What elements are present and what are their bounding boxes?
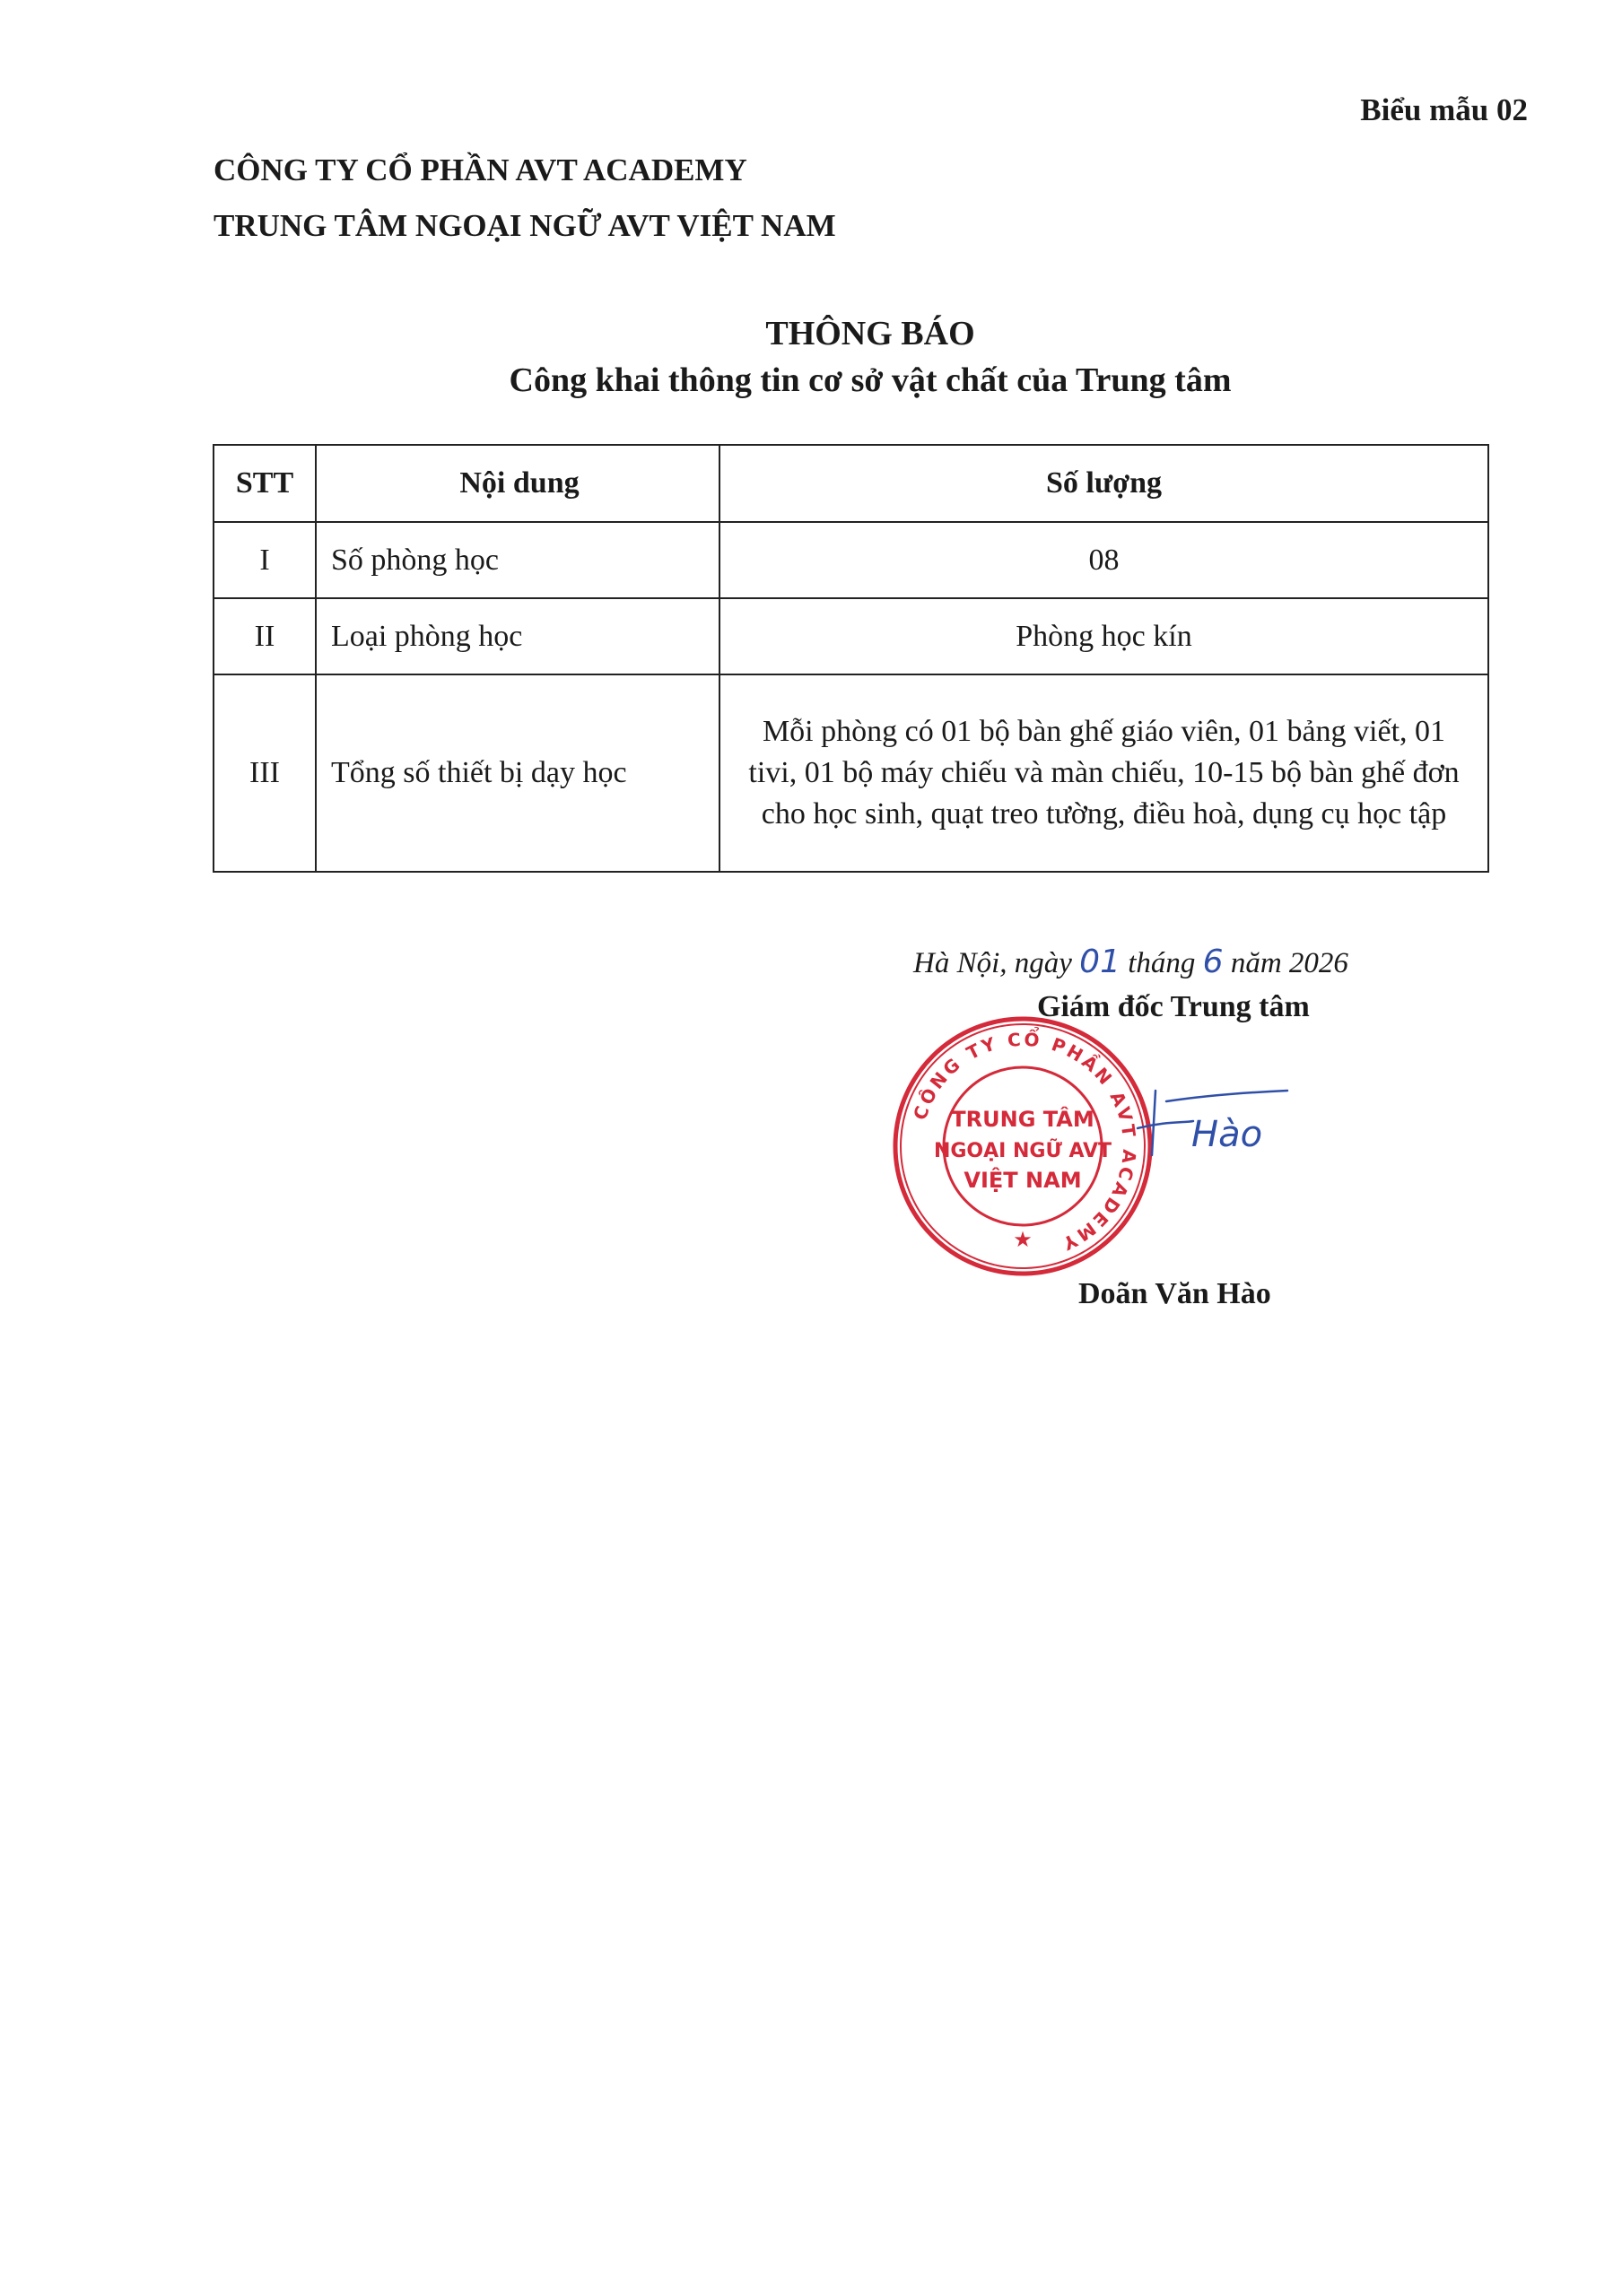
row-stt: II [214, 598, 316, 674]
date-year-label: năm 2026 [1223, 947, 1348, 979]
date-month-label: tháng [1120, 947, 1203, 979]
date-prefix: Hà Nội, ngày [913, 947, 1080, 979]
document-title: THÔNG BÁO [765, 315, 975, 352]
row-stt: I [214, 522, 316, 598]
stamp-line-3: VIỆT NAM [964, 1168, 1082, 1193]
stamp-star-icon: ★ [1013, 1227, 1033, 1252]
row-content: Loại phòng học [316, 598, 719, 674]
row-content: Tổng số thiết bị dạy học [316, 674, 719, 872]
date-month: 6 [1202, 944, 1224, 980]
stamp-line-2: NGOẠI NGỮ AVT [933, 1140, 1112, 1162]
header-stt: STT [214, 445, 316, 522]
row-stt: III [214, 674, 316, 872]
stamp-ring-text: CÔNG TY CỔ PHẦN AVT ACADEMY [909, 1028, 1141, 1256]
handwritten-signature [1112, 1085, 1292, 1166]
row-quantity: 08 [719, 522, 1488, 598]
row-quantity: Mỗi phòng có 01 bộ bàn ghế giáo viên, 01 bảng viết, 01 tivi, 01 bộ máy chiếu và màn chiếu, 10-15 bộ bàn ghế đơn cho học sinh, quạt treo tường, điều hoà, dụng cụ học tập [719, 674, 1488, 872]
signature-text: Hào [1191, 1114, 1263, 1155]
table-row [214, 522, 1488, 598]
date-line [913, 944, 1348, 980]
form-code: Biểu mẫu 02 [1360, 92, 1528, 127]
stamp-line-1: TRUNG TÂM [951, 1107, 1094, 1132]
document-subtitle: Công khai thông tin cơ sở vật chất của Trung tâm [509, 361, 1232, 399]
header-content: Nội dung [316, 445, 719, 522]
table-row [214, 598, 1488, 674]
signer-name: Doãn Văn Hào [1078, 1277, 1271, 1310]
header-quantity: Số lượng [719, 445, 1488, 522]
facilities-table [213, 444, 1489, 873]
table-row [214, 674, 1488, 872]
director-title: Giám đốc Trung tâm [1037, 990, 1310, 1023]
row-content: Số phòng học [316, 522, 719, 598]
center-name: TRUNG TÂM NGOẠI NGỮ AVT VIỆT NAM [214, 208, 836, 243]
date-day: 01 [1079, 944, 1121, 980]
table-header-row [214, 445, 1488, 522]
company-name: CÔNG TY CỔ PHẦN AVT ACADEMY [214, 152, 747, 187]
row-quantity: Phòng học kín [719, 598, 1488, 674]
